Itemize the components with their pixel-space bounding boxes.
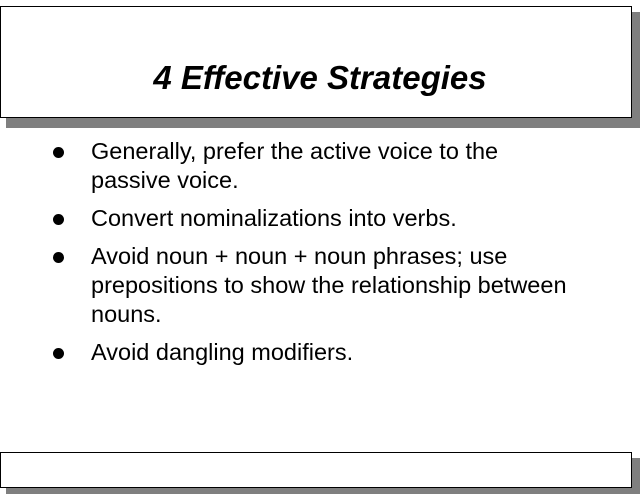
footer-box: [0, 452, 632, 488]
bullet-list: [0, 137, 640, 376]
bullet-dot-icon: [53, 214, 64, 225]
bullet-item: [0, 137, 640, 195]
bullet-dot-icon: [53, 252, 64, 263]
bullet-item: [0, 338, 640, 367]
bullet-text: Avoid noun + noun + noun phrases; use prepositions to show the relationship between nouns.: [91, 243, 567, 327]
bullet-text: Generally, prefer the active voice to the passive voice.: [91, 138, 499, 193]
slide-title: 4 Effective Strategies: [153, 59, 487, 96]
bullet-dot-icon: [53, 147, 64, 158]
bullet-text: Convert nominalizations into verbs.: [91, 205, 457, 231]
bullet-item: [0, 204, 640, 233]
bullet-dot-icon: [53, 348, 64, 359]
bullet-item: [0, 242, 640, 329]
bullet-text: Avoid dangling modifiers.: [91, 339, 354, 365]
